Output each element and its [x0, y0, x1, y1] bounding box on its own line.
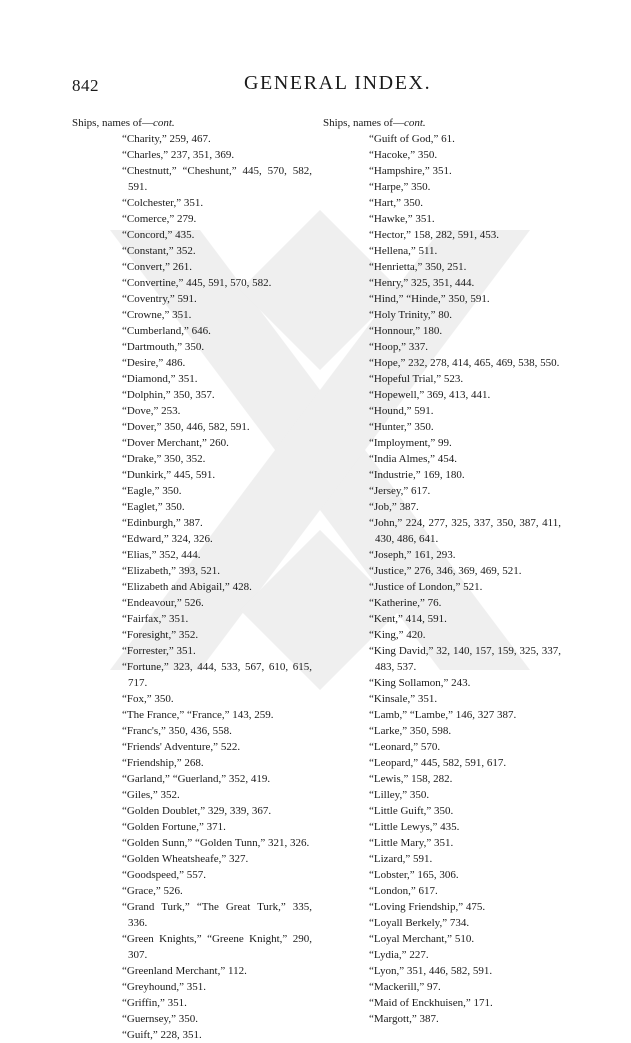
- index-entry: “Hopewell,” 369, 413, 441.: [369, 389, 491, 401]
- index-entry: “Maid of Enckhuisen,” 171.: [369, 997, 493, 1009]
- index-entry: “Kent,” 414, 591.: [369, 613, 447, 625]
- index-entry: “Hawke,” 351.: [369, 213, 435, 225]
- index-entry: “Forrester,” 351.: [122, 645, 196, 657]
- index-entry: “Henry,” 325, 351, 444.: [369, 277, 475, 289]
- index-entry: “Lilley,” 350.: [369, 789, 430, 801]
- index-entry: “Grand Turk,” “The Great Turk,” 335, 336.: [122, 901, 312, 929]
- index-entry: “Holy Trinity,” 80.: [369, 309, 453, 321]
- column-heading-text: Ships, names of—: [323, 117, 404, 129]
- index-entry: “Foresight,” 352.: [122, 629, 199, 641]
- index-entry: “India Almes,” 454.: [369, 453, 457, 465]
- index-entry: “Golden Sunn,” “Golden Tunn,” 321, 326.: [122, 837, 310, 849]
- index-entry: “Hoop,” 337.: [369, 341, 428, 353]
- index-entry: “Friendship,” 268.: [122, 757, 204, 769]
- index-entry: “Constant,” 352.: [122, 245, 196, 257]
- index-entry: “Leopard,” 445, 582, 591, 617.: [369, 757, 507, 769]
- index-entry: “Green Knights,” “Greene Knight,” 290, 307.: [122, 933, 312, 961]
- index-entry: “Eaglet,” 350.: [122, 501, 185, 513]
- index-entry: “Charity,” 259, 467.: [122, 133, 211, 145]
- index-entry: “Desire,” 486.: [122, 357, 186, 369]
- index-entry: “Friends' Adventure,” 522.: [122, 741, 241, 753]
- index-entry: “Garland,” “Guerland,” 352, 419.: [122, 773, 271, 785]
- index-entry: “Diamond,” 351.: [122, 373, 198, 385]
- index-column-left: [72, 117, 312, 1043]
- index-entry: “Chestnutt,” “Cheshunt,” 445, 570, 582, 591.: [122, 165, 312, 193]
- index-entry: “Little Lewys,” 435.: [369, 821, 460, 833]
- index-entry: “Dover Merchant,” 260.: [122, 437, 229, 449]
- index-entry: “Charles,” 237, 351, 369.: [122, 149, 235, 161]
- index-entry: “Industrie,” 169, 180.: [369, 469, 465, 481]
- index-entry: “Hampshire,” 351.: [369, 165, 452, 177]
- index-entry: “Guift of God,” 61.: [369, 133, 455, 145]
- index-entry: “Henrietta,” 350, 251.: [369, 261, 467, 273]
- index-entry: “Franc's,” 350, 436, 558.: [122, 725, 232, 737]
- index-entry: “Mackerill,” 97.: [369, 981, 441, 993]
- index-entry: “Dartmouth,” 350.: [122, 341, 205, 353]
- index-entry: “Dolphin,” 350, 357.: [122, 389, 215, 401]
- index-entry: “Golden Wheatsheafe,” 327.: [122, 853, 249, 865]
- index-entry: “Hopeful Trial,” 523.: [369, 373, 464, 385]
- index-entry: “Leonard,” 570.: [369, 741, 441, 753]
- index-entry: “Lizard,” 591.: [369, 853, 433, 865]
- index-entry: “Justice,” 276, 346, 369, 469, 521.: [369, 565, 522, 577]
- index-entry: “Justice of London,” 521.: [369, 581, 483, 593]
- index-entry: “Harpe,” 350.: [369, 181, 431, 193]
- page-number: 842: [72, 76, 99, 95]
- index-entry: “Job,” 387.: [369, 501, 419, 513]
- column-heading-suffix: cont.: [152, 117, 175, 129]
- index-column-right: [323, 117, 561, 1027]
- index-entry: “Convertine,” 445, 591, 570, 582.: [122, 277, 272, 289]
- index-entry: “Edinburgh,” 387.: [122, 517, 203, 529]
- index-entry: “Hunter,” 350.: [369, 421, 434, 433]
- index-entry: “Goodspeed,” 557.: [122, 869, 207, 881]
- index-entry: “Dunkirk,” 445, 591.: [122, 469, 216, 481]
- index-entry: “Convert,” 261.: [122, 261, 192, 273]
- index-entry: “Elias,” 352, 444.: [122, 549, 201, 561]
- index-entry: “Hind,” “Hinde,” 350, 591.: [369, 293, 490, 305]
- index-entry: “Edward,” 324, 326.: [122, 533, 213, 545]
- index-entry: “Golden Doublet,” 329, 339, 367.: [122, 805, 272, 817]
- index-entry: “Joseph,” 161, 293.: [369, 549, 456, 561]
- index-entry-list: [72, 131, 312, 1043]
- index-entry: “Fortune,” 323, 444, 533, 567, 610, 615, 717.: [122, 661, 312, 689]
- index-entry: “Hellena,” 511.: [369, 245, 438, 257]
- index-entry: “Larke,” 350, 598.: [369, 725, 452, 737]
- index-entry: “Lewis,” 158, 282.: [369, 773, 453, 785]
- index-entry: “Golden Fortune,” 371.: [122, 821, 226, 833]
- index-entry: “Little Guift,” 350.: [369, 805, 454, 817]
- index-entry: “Concord,” 435.: [122, 229, 195, 241]
- index-entry: “Dover,” 350, 446, 582, 591.: [122, 421, 250, 433]
- index-entry: “Loyal Merchant,” 510.: [369, 933, 475, 945]
- index-entry: “Greenland Merchant,” 112.: [122, 965, 247, 977]
- index-entry: “Lamb,” “Lambe,” 146, 327 387.: [369, 709, 517, 721]
- index-entry: “Guift,” 228, 351.: [122, 1029, 202, 1041]
- index-entry: “Imployment,” 99.: [369, 437, 452, 449]
- index-entry: “Lydia,” 227.: [369, 949, 429, 961]
- index-entry: “Guernsey,” 350.: [122, 1013, 198, 1025]
- index-entry: “Kinsale,” 351.: [369, 693, 438, 705]
- index-entry: “Dove,” 253.: [122, 405, 181, 417]
- column-heading-suffix: cont.: [403, 117, 426, 129]
- index-entry: “Coventry,” 591.: [122, 293, 197, 305]
- index-entry: “The France,” “France,” 143, 259.: [122, 709, 274, 721]
- index-entry: “Hope,” 232, 278, 414, 465, 469, 538, 550.: [369, 357, 560, 369]
- index-entry: “London,” 617.: [369, 885, 438, 897]
- index-entry: “Elizabeth,” 393, 521.: [122, 565, 221, 577]
- index-entry: “Grace,” 526.: [122, 885, 183, 897]
- index-entry: “Hacoke,” 350.: [369, 149, 438, 161]
- index-entry: “Griffin,” 351.: [122, 997, 187, 1009]
- index-entry: “Cumberland,” 646.: [122, 325, 211, 337]
- index-entry: “Eagle,” 350.: [122, 485, 182, 497]
- index-entry: “John,” 224, 277, 325, 337, 350, 387, 411, 430, 486, 641.: [369, 517, 561, 545]
- index-entry: “Comerce,” 279.: [122, 213, 197, 225]
- index-entry: “Fairfax,” 351.: [122, 613, 189, 625]
- index-entry: “King Sollamon,” 243.: [369, 677, 471, 689]
- index-entry: “Greyhound,” 351.: [122, 981, 207, 993]
- column-heading: [72, 117, 312, 130]
- index-entry-list: [323, 131, 561, 1027]
- index-entry: “King David,” 32, 140, 157, 159, 325, 337, 483, 537.: [369, 645, 561, 673]
- index-entry: “Fox,” 350.: [122, 693, 174, 705]
- index-entry: “Elizabeth and Abigail,” 428.: [122, 581, 252, 593]
- index-entry: “Hart,” 350.: [369, 197, 424, 209]
- index-entry: “Honnour,” 180.: [369, 325, 443, 337]
- index-entry: “Drake,” 350, 352.: [122, 453, 206, 465]
- index-entry: “Hound,” 591.: [369, 405, 434, 417]
- index-entry: “King,” 420.: [369, 629, 426, 641]
- index-entry: “Loving Friendship,” 475.: [369, 901, 486, 913]
- index-entry: “Margott,” 387.: [369, 1013, 439, 1025]
- index-entry: “Loyall Berkely,” 734.: [369, 917, 470, 929]
- index-entry: “Katherine,” 76.: [369, 597, 442, 609]
- index-entry: “Jersey,” 617.: [369, 485, 431, 497]
- index-entry: “Giles,” 352.: [122, 789, 180, 801]
- column-heading: [323, 117, 561, 130]
- column-heading-text: Ships, names of—: [72, 117, 153, 129]
- index-entry: “Lyon,” 351, 446, 582, 591.: [369, 965, 493, 977]
- running-head: GENERAL INDEX.: [244, 72, 432, 94]
- index-entry: “Hector,” 158, 282, 591, 453.: [369, 229, 500, 241]
- index-entry: “Lobster,” 165, 306.: [369, 869, 459, 881]
- index-entry: “Crowne,” 351.: [122, 309, 192, 321]
- index-entry: “Little Mary,” 351.: [369, 837, 454, 849]
- index-entry: “Endeavour,” 526.: [122, 597, 204, 609]
- index-entry: “Colchester,” 351.: [122, 197, 204, 209]
